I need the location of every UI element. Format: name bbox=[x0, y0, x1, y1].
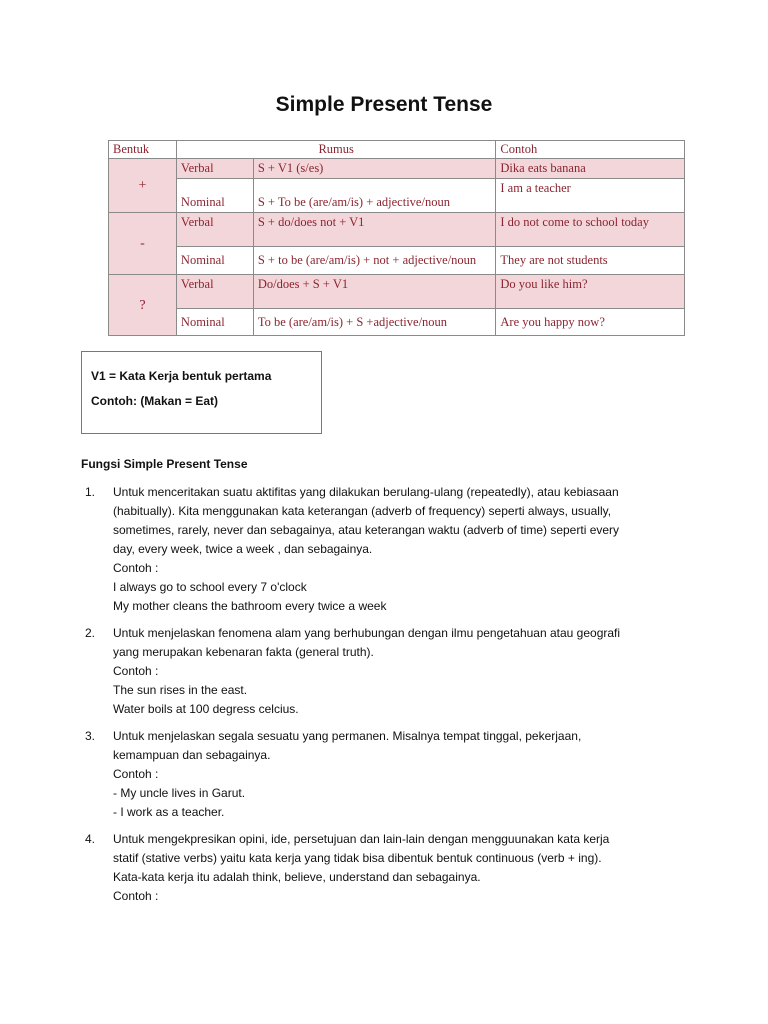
function-list bbox=[85, 483, 683, 914]
item-number: 1. bbox=[85, 485, 96, 499]
example-cell: I do not come to school today bbox=[496, 213, 685, 247]
table-row bbox=[109, 159, 685, 179]
list-item bbox=[85, 830, 683, 906]
item-line: - I work as a teacher. bbox=[113, 805, 225, 819]
list-item bbox=[85, 727, 683, 822]
item-line: - My uncle lives in Garut. bbox=[113, 786, 246, 800]
formula-cell: S + do/does not + V1 bbox=[253, 213, 496, 247]
item-line: Contoh : bbox=[113, 561, 159, 575]
page-title: Simple Present Tense bbox=[275, 93, 493, 116]
item-line: I always go to school every 7 o'clock bbox=[113, 580, 307, 594]
example-cell: Dika eats banana bbox=[496, 159, 685, 179]
type-cell: Verbal bbox=[176, 159, 253, 179]
formula-cell: Do/does + S + V1 bbox=[253, 275, 496, 309]
type-cell: Nominal bbox=[176, 247, 253, 275]
formula-cell: S + V1 (s/es) bbox=[253, 159, 496, 179]
bentuk-positive: + bbox=[109, 159, 177, 213]
section-heading: Fungsi Simple Present Tense bbox=[81, 457, 248, 471]
item-line: Untuk menceritakan suatu aktifitas yang dilakukan berulang-ulang (repeatedly), atau kebiasaan bbox=[113, 485, 619, 499]
item-line: Untuk mengekpresikan opini, ide, persetujuan dan lain-lain dengan mengguunakan kata kerja bbox=[113, 832, 610, 846]
header-bentuk: Bentuk bbox=[109, 141, 177, 159]
item-line: (habitually). Kita menggunakan kata keterangan (adverb of frequency) seperti always, usually, bbox=[113, 504, 612, 518]
table-row bbox=[109, 309, 685, 336]
item-line: day, every week, twice a week , dan sebagainya. bbox=[113, 542, 373, 556]
example-cell: Are you happy now? bbox=[496, 309, 685, 336]
item-line: statif (stative verbs) yaitu kata kerja yang tidak bisa dibentuk bentuk continuous (verb + ing). bbox=[113, 851, 602, 865]
note-line: Contoh: (Makan = Eat) bbox=[91, 394, 219, 408]
item-line: kemampuan dan sebagainya. bbox=[113, 748, 271, 762]
item-line: sometimes, rarely, never dan sebagainya, atau keterangan waktu (adverb of time) seperti every bbox=[113, 523, 620, 537]
item-line: Contoh : bbox=[113, 664, 159, 678]
type-cell: Nominal bbox=[176, 179, 253, 213]
header-contoh: Contoh bbox=[496, 141, 685, 159]
example-cell: They are not students bbox=[496, 247, 685, 275]
type-cell: Nominal bbox=[176, 309, 253, 336]
item-line: My mother cleans the bathroom every twice a week bbox=[113, 599, 387, 613]
note-box bbox=[81, 351, 322, 434]
item-number: 4. bbox=[85, 832, 96, 846]
type-cell: Verbal bbox=[176, 275, 253, 309]
table-header-row bbox=[109, 141, 685, 159]
item-line: Untuk menjelaskan fenomena alam yang berhubungan dengan ilmu pengetahuan atau geografi bbox=[113, 626, 621, 640]
item-line: Water boils at 100 degress celcius. bbox=[113, 702, 299, 716]
header-rumus: Rumus bbox=[176, 141, 495, 159]
item-line: The sun rises in the east. bbox=[113, 683, 248, 697]
example-cell: Do you like him? bbox=[496, 275, 685, 309]
item-line: Contoh : bbox=[113, 889, 159, 903]
item-line: Untuk menjelaskan segala sesuatu yang permanen. Misalnya tempat tinggal, pekerjaan, bbox=[113, 729, 582, 743]
list-item bbox=[85, 624, 683, 719]
table-row bbox=[109, 213, 685, 247]
item-line: yang merupakan kebenaran fakta (general truth). bbox=[113, 645, 374, 659]
example-cell: I am a teacher bbox=[496, 179, 685, 213]
bentuk-question: ? bbox=[109, 275, 177, 336]
formula-cell: S + to be (are/am/is) + not + adjective/noun bbox=[253, 247, 496, 275]
bentuk-negative: - bbox=[109, 213, 177, 275]
table-row bbox=[109, 179, 685, 213]
table-row bbox=[109, 275, 685, 309]
item-number: 3. bbox=[85, 729, 96, 743]
item-number: 2. bbox=[85, 626, 96, 640]
type-cell: Verbal bbox=[176, 213, 253, 247]
formula-table bbox=[108, 140, 685, 336]
table-row bbox=[109, 247, 685, 275]
item-line: Contoh : bbox=[113, 767, 159, 781]
note-line: V1 = Kata Kerja bentuk pertama bbox=[91, 369, 272, 383]
formula-cell: To be (are/am/is) + S +adjective/noun bbox=[253, 309, 496, 336]
item-line: Kata-kata kerja itu adalah think, believe, understand dan sebagainya. bbox=[113, 870, 481, 884]
formula-cell: S + To be (are/am/is) + adjective/noun bbox=[253, 179, 496, 213]
list-item bbox=[85, 483, 683, 616]
